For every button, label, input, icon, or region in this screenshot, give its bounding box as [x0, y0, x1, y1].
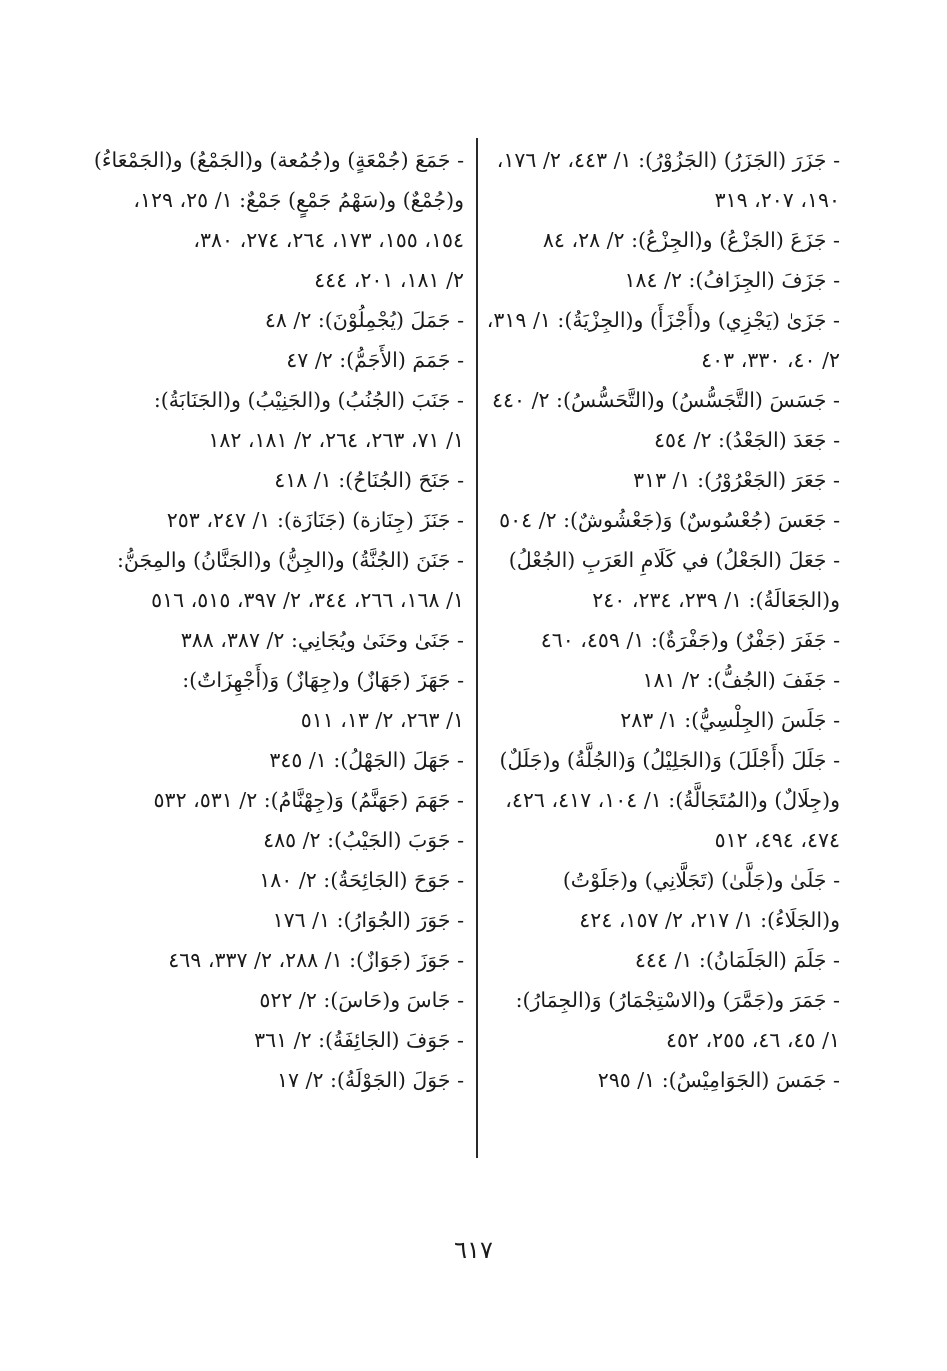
index-entry — [486, 300, 840, 380]
index-entry — [490, 460, 840, 500]
index-entry-line: - جَلَمَ (الجَلَمَانُ): ١/ ٤٤٤ — [634, 948, 840, 972]
index-entry-line: - جَهَلَ (الجَهْلُ): ١/ ٣٤٥ — [269, 748, 464, 772]
index-entry-line: ٢/ ٤٠، ٣٣٠، ٤٠٣ — [701, 348, 840, 372]
index-entry — [490, 860, 840, 940]
index-entry-line: ٤٧٤، ٤٩٤، ٥١٢ — [714, 828, 840, 852]
index-entry — [108, 940, 464, 980]
index-entry-line: - جَزَعَ (الجَزْعُ) و(الجِزْعُ): ٢/ ٢٨، ٨٤ — [542, 228, 840, 252]
index-entry — [490, 500, 840, 540]
index-entry-line: - جَنَحَ (الجُنَاحُ): ١/ ٤١٨ — [274, 468, 464, 492]
index-entry-line: - جَلَسَ (الجِلْسِيُّ): ١/ ٢٨٣ — [620, 708, 840, 732]
index-entry — [490, 740, 840, 860]
index-entry-line: - جَفَرَ (جَفْرٌ) و(جَفْرَةٌ): ١/ ٤٥٩، ٤٦٠ — [540, 628, 840, 652]
index-entry-line: - جَاسَ و(حَاسَ): ٢/ ٥٢٢ — [259, 988, 464, 1012]
index-entry-line: - جَوَزَ (جَوَازٌ): ١/ ٢٨٨، ٢/ ٣٣٧، ٤٦٩ — [168, 948, 464, 972]
column-divider — [476, 138, 478, 1158]
index-entry-line: - جَهَزَ (جَهَازٌ) و(جِهَازٌ) وَ(أَجْهِزَاتٌ): — [182, 668, 464, 692]
index-entry — [108, 860, 464, 900]
index-entry — [490, 260, 840, 300]
index-entry — [108, 740, 464, 780]
index-entry-line: - جَوَرَ (الجُوَارُ): ١/ ١٧٦ — [272, 908, 464, 932]
index-entry — [108, 820, 464, 860]
index-entry-line: - جَزَىٰ (يَجْزِي) و(أَجْزَأَ) و(الجِزْيَةُ): ١/ ٣١٩، — [486, 308, 840, 332]
index-entry — [108, 900, 464, 940]
index-entry-line: ١/ ٧١، ٢٦٣، ٢٦٤، ٢/ ١٨١، ١٨٢ — [208, 428, 464, 452]
index-entry — [108, 380, 464, 460]
index-entry-line: - جَعَرَ (الجَعْرُوْرُ): ١/ ٣١٣ — [633, 468, 840, 492]
index-entry — [490, 620, 840, 660]
index-entry-line: - جَوَلَ (الجَوْلَةُ): ٢/ ١٧ — [276, 1068, 464, 1092]
index-entry-line: - جَعَدَ (الجَعْدُ): ٢/ ٤٥٤ — [653, 428, 840, 452]
index-entry-line: - جَفَفَ (الجُفُّ): ٢/ ١٨١ — [642, 668, 840, 692]
index-entry — [490, 220, 840, 260]
index-entry-line: ٢/ ١٨١، ٢٠١، ٤٤٤ — [314, 268, 464, 292]
index-entry-line: - جَنَزَ (جِنَازة) (جَنَازَة): ١/ ٢٤٧، ٢٥٣ — [166, 508, 464, 532]
index-entry — [108, 540, 464, 620]
index-entry — [490, 380, 840, 420]
index-entry — [108, 780, 464, 820]
index-entry-line: - جَنَبَ (الجُنُبُ) و(الجَنِيْبُ) و(الجَنَابَةُ): — [153, 388, 464, 412]
index-entry — [490, 140, 840, 220]
index-entry-line: - جَنَنَ (الجُنَّةُ) و(الجِنُّ) و(الجَنَّانُ) والمِجَنُّ: — [117, 548, 464, 572]
index-entry-line: - جَهَمَ (جَهَنَّمُ) وَ(جِهْنَّامُ): ٢/ ٥٣١، ٥٣٢ — [153, 788, 464, 812]
index-entry — [108, 1060, 464, 1100]
index-entry-line: - جَوَحَ (الجَائِحَةُ): ٢/ ١٨٠ — [259, 868, 464, 892]
index-column-left — [93, 140, 464, 1100]
index-entry — [108, 980, 464, 1020]
index-entry-line: - جَمَرَ و(جَمَّرَ) و(الاسْتِجْمَارُ) وَ(الجِمَارُ): — [515, 988, 840, 1012]
index-entry-line: - جَزَفَ (الجِزَافُ): ٢/ ١٨٤ — [624, 268, 840, 292]
index-entry — [108, 340, 464, 380]
index-entry-line: - جَلَلَ (أَجْلَلَ) وَ(الجَلِيْلُ) وَ(الجُلَّةُ) و(جَلَلٌ) — [499, 748, 840, 772]
index-entry — [490, 420, 840, 460]
index-entry — [490, 700, 840, 740]
index-entry-line: و(جُمْعٌ) و(سَهْمُ جَمْعٍ) جَمْعٌ: ١/ ٢٥، ١٢٩، — [133, 188, 464, 212]
index-entry-line: - جَوَفَ (الجَائِفَةُ): ٢/ ٣٦١ — [254, 1028, 464, 1052]
index-entry-line: و(الجَعَالَةُ): ١/ ٢٣٩، ٢٣٤، ٢٤٠ — [592, 588, 840, 612]
index-entry — [490, 540, 840, 620]
index-entry-line: ١/ ١٦٨، ٢٦٦، ٣٤٤، ٢/ ٣٩٧، ٥١٥، ٥١٦ — [151, 588, 464, 612]
index-entry-line: - جَلَىٰ و(جَلَّىٰ) (تَجَلَّانِي) و(جَلَوْتُ) — [562, 868, 840, 892]
index-entry-line: - جَمَلَ (يُجْمِلُوْنَ): ٢/ ٤٨ — [264, 308, 464, 332]
index-entry — [490, 1060, 840, 1100]
index-entry-line: - جَنَىٰ وحَنَىٰ ويُجَانِي: ٢/ ٣٨٧، ٣٨٨ — [180, 628, 464, 652]
index-entry-line: - جَوَبَ (الجَيْبُ): ٢/ ٤٨٥ — [263, 828, 464, 852]
index-entry-line: - جَمَسَ (الجَوَامِيْسُ): ١/ ٢٩٥ — [597, 1068, 840, 1092]
index-entry-line: ١/ ٤٥، ٤٦، ٢٥٥، ٤٥٢ — [665, 1028, 840, 1052]
index-entry-line: ١٥٤، ١٥٥، ١٧٣، ٢٦٤، ٢٧٤، ٣٨٠، — [193, 228, 464, 252]
page-number: ٦١٧ — [454, 1236, 493, 1264]
index-entry-line: و(الجَلَاءُ): ١/ ٢١٧، ٢/ ١٥٧، ٤٢٤ — [579, 908, 840, 932]
index-entry — [108, 300, 464, 340]
index-entry — [108, 620, 464, 660]
index-entry-line: و(جِلَالٌ) و(المُتَجَالَّةُ): ١/ ١٠٤، ٤١٧، ٤٢٦، — [505, 788, 840, 812]
index-entry — [490, 980, 840, 1060]
index-entry — [108, 1020, 464, 1060]
index-entry — [108, 460, 464, 500]
index-entry-line: - جَمَعَ (جُمْعَةٍ) و(جُمُعة) و(الجَمْعُ) و(الجَمْعَاءُ) — [93, 148, 464, 172]
index-entry — [490, 940, 840, 980]
index-column-right — [486, 140, 840, 1100]
index-entry — [490, 660, 840, 700]
index-entry — [93, 140, 464, 300]
index-entry-line: - جَعَسَ (جُعْسُوسٌ) وَ(جَعْشُوشٌ): ٢/ ٥٠٤ — [499, 508, 840, 532]
index-entry-line: - جَسَسَ (التَّجَسُّسُ) و(التَّحَسُّسُ): ٢/ ٤٤٠ — [492, 388, 840, 412]
index-entry — [108, 500, 464, 540]
index-entry-line: - جَعَلَ (الجَعْلُ) في كَلَامِ العَرَبِ (الجُعْلُ) — [508, 548, 840, 572]
index-entry — [108, 660, 464, 740]
index-entry-line: ١٩٠، ٢٠٧، ٣١٩ — [714, 188, 840, 212]
index-entry-line: - جَمَمَ (الأَجَمُّ): ٢/ ٤٧ — [286, 348, 464, 372]
index-entry-line: - جَزَرَ (الجَزَرُ) (الجَزُوْرُ): ١/ ٤٤٣، ٢/ ١٧٦، — [496, 148, 840, 172]
index-entry-line: ١/ ٢٦٣، ٢/ ١٣، ٥١١ — [300, 708, 464, 732]
